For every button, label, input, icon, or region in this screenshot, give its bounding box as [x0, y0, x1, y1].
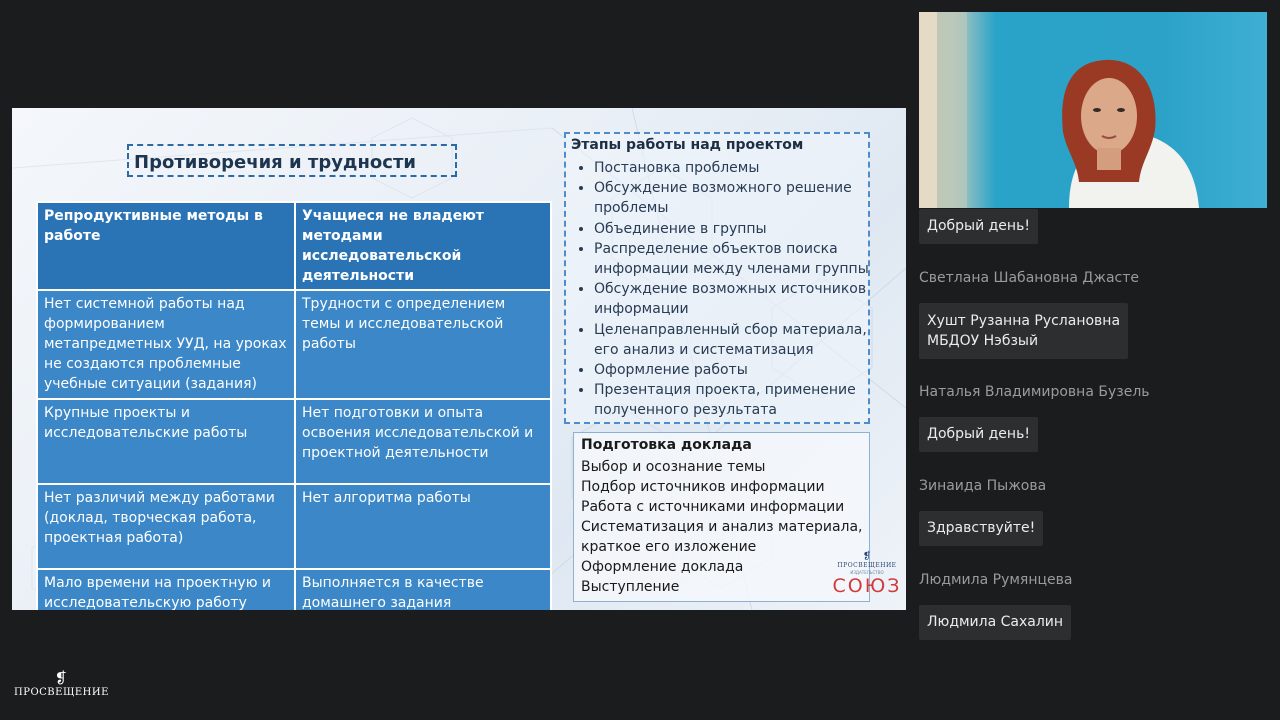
list-item: • Постановка проблемы: [594, 158, 870, 178]
list-item: • Презентация проекта, применение полученного результата: [594, 380, 870, 420]
table-row: [37, 290, 551, 399]
table-cell: Нет алгоритма работы: [295, 484, 551, 569]
table-cell: Нет подготовки и опыта освоения исследовательской и проектной деятельности: [295, 399, 551, 484]
table-row: [37, 484, 551, 569]
list-item: • Объединение в группы: [594, 219, 870, 239]
report-title: Подготовка доклада: [581, 437, 752, 453]
contradictions-table: [36, 201, 552, 610]
report-step: краткое его изложение: [581, 539, 757, 555]
chat-author: Светлана Шабановна Джасте: [919, 270, 1140, 286]
report-preparation-box: [573, 432, 870, 602]
table-header-row: [37, 202, 551, 290]
logo-sub: ИЗДАТЕЛЬСТВО: [850, 570, 884, 575]
chat-message: Здравствуйте!: [919, 511, 1043, 546]
table-cell: Нет различий между работами (доклад, творческая работа, проектная работа): [37, 484, 295, 569]
speaker-video: [919, 12, 1267, 208]
chat-author: Людмила Румянцева: [919, 572, 1073, 588]
prosveshchenie-logo: [14, 671, 108, 700]
slide-title: Противоречия и трудности: [134, 152, 416, 173]
table-cell: Трудности с определением темы и исследовательской работы: [295, 290, 551, 399]
table-row: [37, 399, 551, 484]
chat-message: Добрый день!: [919, 209, 1038, 244]
prosveshchenie-soyuz-logo: [832, 552, 902, 602]
table-cell: Выполняется в качестве домашнего задания: [295, 569, 551, 610]
table-cell: Мало времени на проектную и исследовательскую работу: [37, 569, 295, 610]
table-cell: Крупные проекты и исследовательские работы: [37, 399, 295, 484]
list-item: • Оформление работы: [594, 360, 870, 380]
footer-logo-text: ПРОСВЕЩЕНИЕ: [14, 687, 109, 698]
chat-message: Добрый день!: [919, 417, 1038, 452]
book-mark-icon: ❡: [862, 551, 872, 562]
logo-union: СОЮЗ: [832, 575, 902, 597]
chat-message: Людмила Сахалин: [919, 605, 1071, 640]
speaker-video-frame: [919, 12, 1267, 208]
table-header-cell: Репродуктивные методы в работе: [37, 202, 295, 290]
report-step: Выступление: [581, 579, 680, 595]
chat-message: Хушт Рузанна Руслановна МБДОУ Нэбзый: [919, 303, 1128, 359]
table-cell: Нет системной работы над формированием метапредметных УУД, на уроках не создаются проблемные учебные ситуации (задания): [37, 290, 295, 399]
list-item: • Распределение объектов поиска информации между членами группы: [594, 239, 870, 279]
report-step: Выбор и осознание темы: [581, 459, 766, 475]
logo-brand: ПРОСВЕЩЕНИЕ: [837, 562, 897, 569]
table-header-cell: Учащиеся не владеют методами исследовательской деятельности: [295, 202, 551, 290]
project-stages-box: [564, 132, 870, 424]
chat-author: Наталья Владимировна Бузель: [919, 384, 1150, 400]
report-step: Подбор источников информации: [581, 479, 825, 495]
project-stages-list: [572, 158, 870, 421]
list-item: • Обсуждение возможного решение проблемы: [594, 178, 870, 218]
book-mark-icon: ❡: [54, 669, 68, 687]
table-row: [37, 569, 551, 610]
chat-author: Зинаида Пыжова: [919, 478, 1047, 494]
presentation-slide: [12, 108, 906, 610]
report-step: Оформление доклада: [581, 559, 744, 575]
project-stages-title: Этапы работы над проектом: [571, 137, 804, 153]
report-step: Систематизация и анализ материала,: [581, 519, 863, 535]
list-item: • Целенаправленный сбор материала, его анализ и систематизация: [594, 320, 870, 360]
list-item: • Обсуждение возможных источников информации: [594, 279, 870, 319]
report-step: Работа с источниками информации: [581, 499, 845, 515]
